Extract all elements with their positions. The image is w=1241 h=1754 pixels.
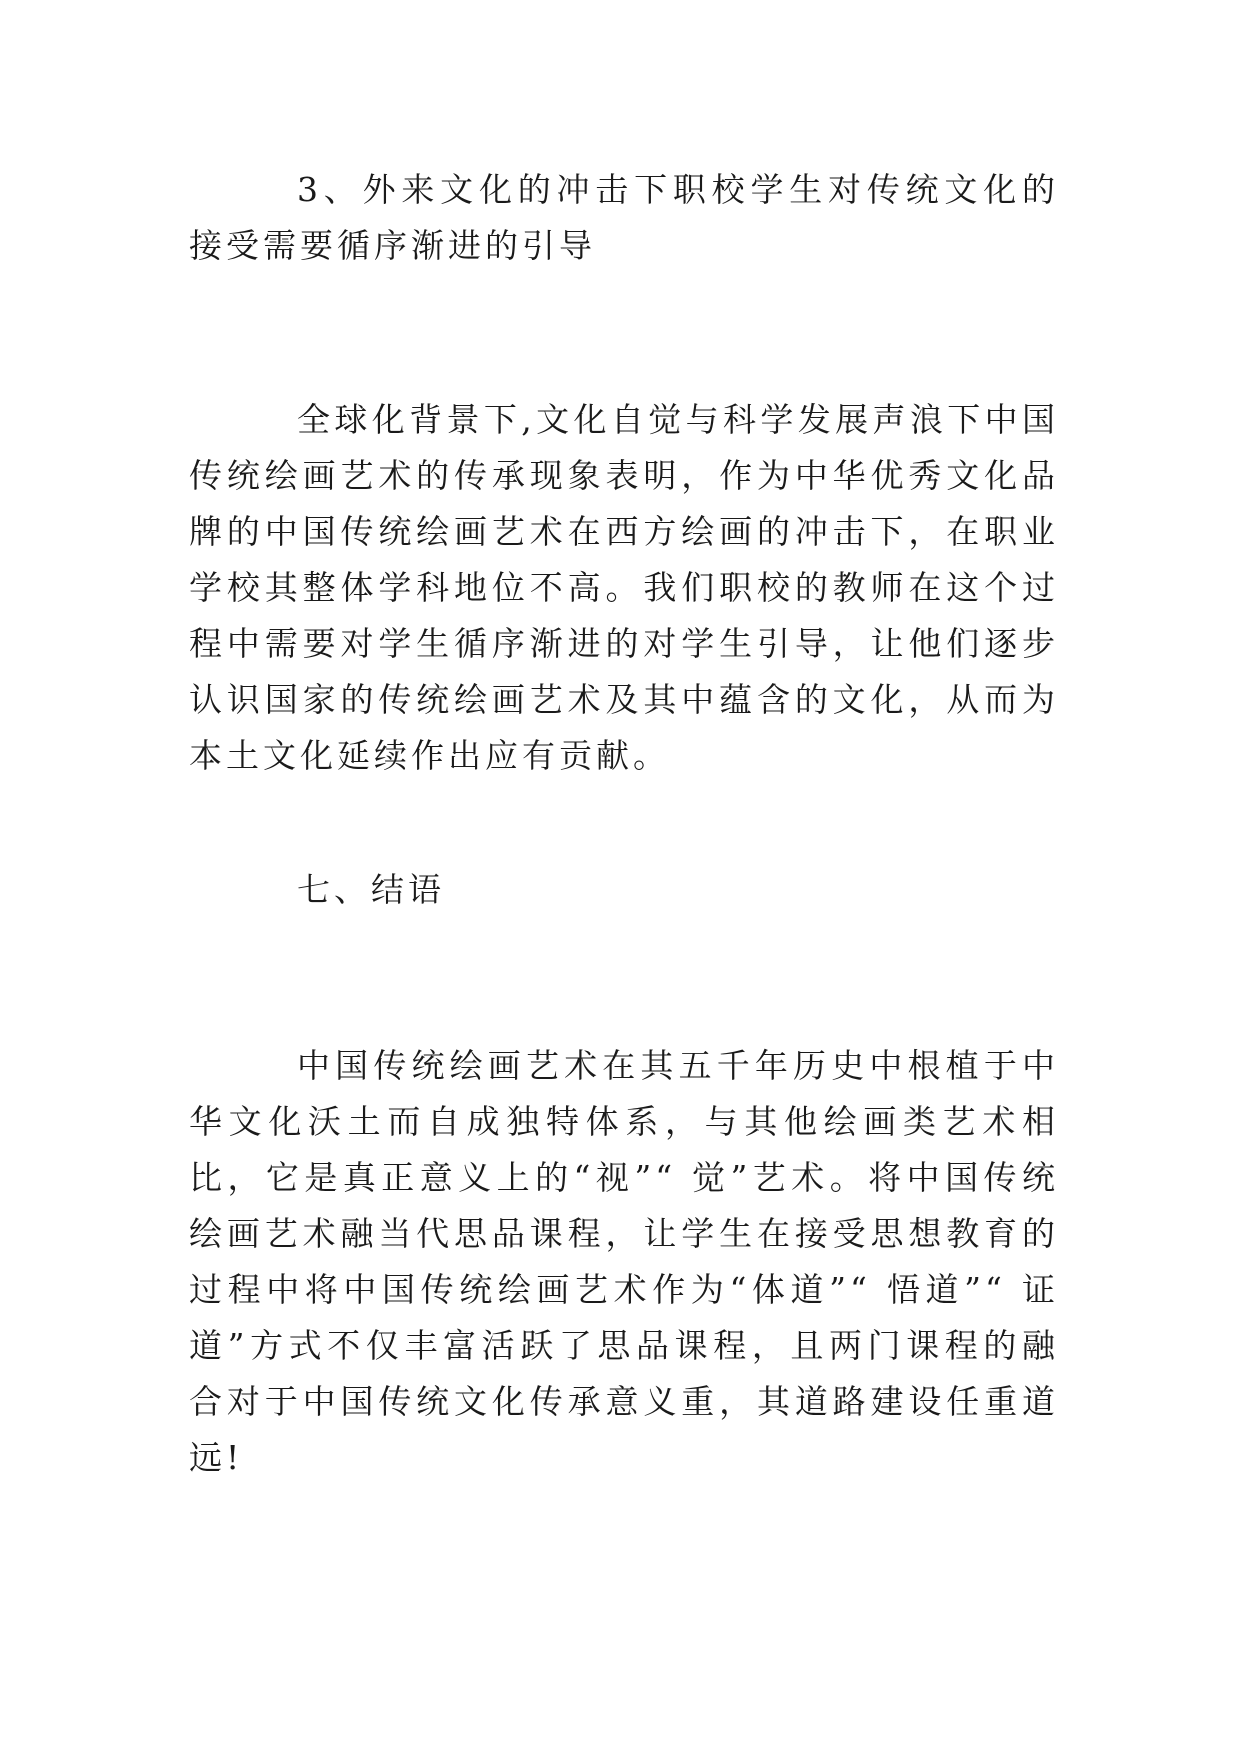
body-paragraph: 全球化背景下,文化自觉与科学发展声浪下中国传统绘画艺术的传承现象表明，作为中华优秀文化品牌的中国传统绘画艺术在西方绘画的冲击下，在职业学校其整体学科地位不高。我们职校的教师在这个过程中需要对学生循序渐进的对学生引导，让他们逐步认识国家的传统绘画艺术及其中蕴含的文化，从而为本土文化延续作出应有贡献。 [189,400,1059,775]
chapter-heading: 七、结语 [297,870,445,909]
section-heading: 3、外来文化的冲击下职校学生对传统文化的接受需要循序渐进的引导 [189,170,1059,265]
conclusion-paragraph: 中国传统绘画艺术在其五千年历史中根植于中华文化沃土而自成独特体系，与其他绘画类艺术相比，它是真正意义上的“视”“ 觉”艺术。将中国传统绘画艺术融当代思品课程，让学生在接受思想教育的过程中将中国传统绘画艺术作为“体道”“ 悟道”“ 证道”方式不仅丰富活跃了思品课程，且两门课程的融合对于中国传统文化传承意义重，其道路建设任重道远! [189,1046,1059,1477]
